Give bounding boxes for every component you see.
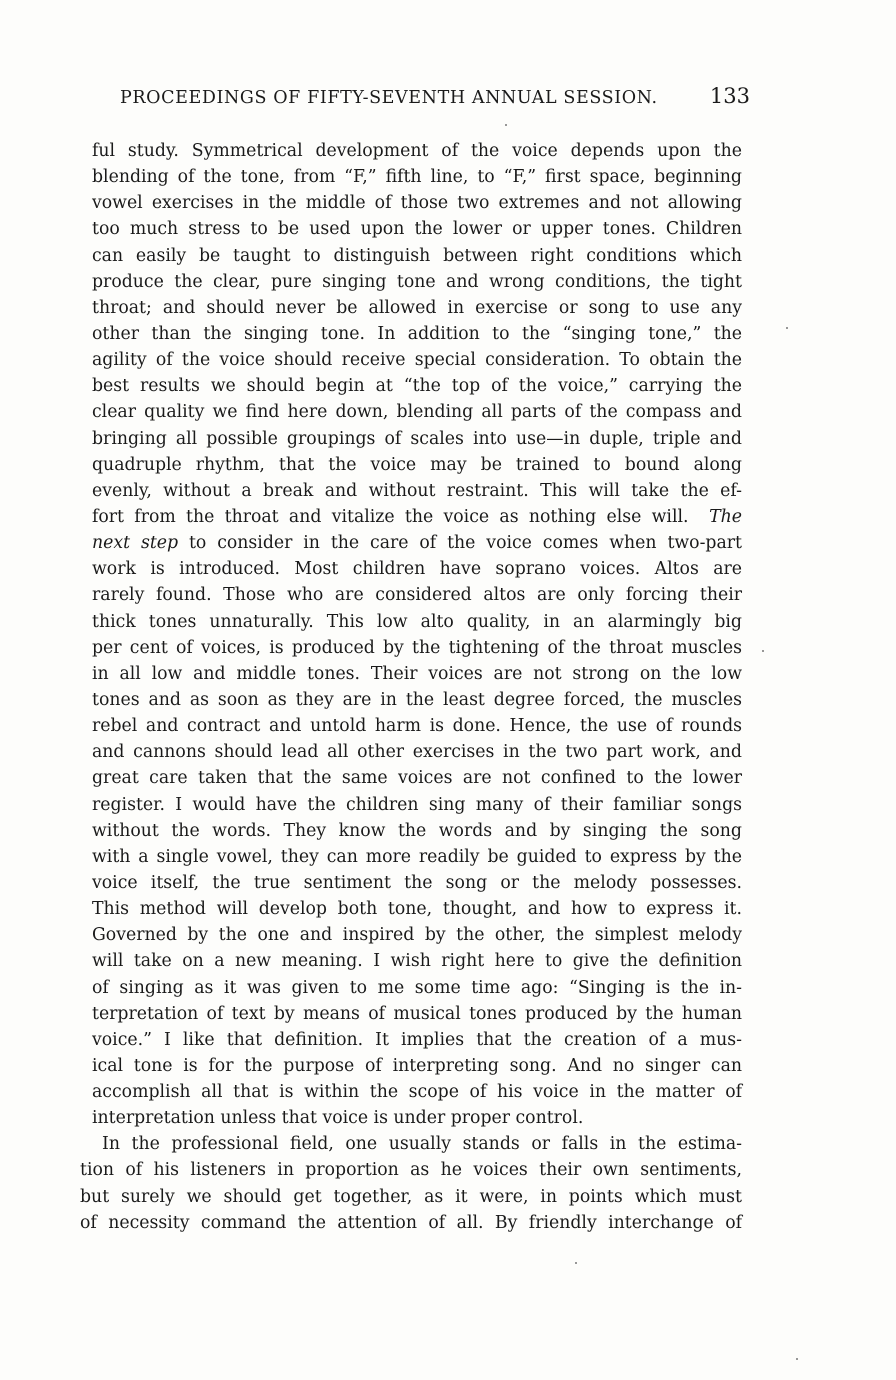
scan-speck: [762, 650, 764, 652]
body-text: [80, 138, 742, 1236]
text-line: [80, 504, 742, 530]
text-line: voice itself, the true sentiment the song or the melody possesses.: [92, 872, 742, 893]
text-line: of necessity command the attention of all. By friendly interchange of: [80, 1212, 742, 1233]
text-line: bringing all possible groupings of scales into use—in duple, triple and: [92, 428, 742, 449]
text-line: without the words. They know the words and by singing the song: [92, 820, 742, 841]
text-line: can easily be taught to distinguish between right conditions which: [92, 245, 742, 266]
text-line: produce the clear, pure singing tone and wrong conditions, the tight: [92, 271, 742, 292]
scan-speck: [575, 1262, 577, 1264]
text-line: terpretation of text by means of musical tones produced by the human: [92, 1003, 742, 1024]
text-line: tion of his listeners in proportion as he voices their own sentiments,: [80, 1160, 742, 1181]
text-line: [80, 530, 742, 556]
text-line: rebel and contract and untold harm is done. Hence, the use of rounds: [92, 716, 742, 737]
text-line: agility of the voice should receive special consideration. To obtain the: [92, 350, 742, 371]
text-line: register. I would have the children sing many of their familiar songs: [92, 794, 742, 815]
text-line: of singing as it was given to me some time ago: “Singing is the in-: [92, 977, 742, 998]
scan-speck: [505, 124, 507, 126]
text-line: thick tones unnaturally. This low alto quality, in an alarmingly big: [92, 611, 742, 632]
text-line: with a single vowel, they can more readily be guided to express by the: [92, 846, 742, 867]
page-number: 133: [709, 84, 750, 108]
text-line: tones and as soon as they are in the least degree forced, the muscles: [92, 689, 742, 710]
text-line: will take on a new meaning. I wish right here to give the definition: [92, 951, 742, 972]
page-header: [120, 84, 750, 116]
text-run: to consider in the care of the voice comes when two-part: [188, 533, 742, 554]
text-line: work is introduced. Most children have soprano voices. Altos are: [92, 559, 742, 580]
text-line: In the professional field, one usually stands or falls in the estima-: [102, 1134, 742, 1155]
text-line: per cent of voices, is produced by the tightening of the throat muscles: [92, 637, 742, 658]
scan-speck: [786, 327, 788, 329]
text-line: Governed by the one and inspired by the other, the simplest melody: [92, 925, 742, 946]
text-line: interpretation unless that voice is under proper control.: [92, 1108, 584, 1129]
running-head: PROCEEDINGS OF FIFTY-SEVENTH ANNUAL SESSION.: [120, 88, 658, 108]
text-line: This method will develop both tone, thought, and how to express it.: [92, 899, 742, 920]
text-line: evenly, without a break and without restraint. This will take the ef-: [92, 480, 742, 501]
text-line: best results we should begin at “the top of the voice,” carrying the: [92, 376, 742, 397]
text-line: clear quality we find here down, blending all parts of the compass and: [92, 402, 742, 423]
text-line: throat; and should never be allowed in exercise or song to use any: [92, 297, 742, 318]
text-line: other than the singing tone. In addition to the “singing tone,” the: [92, 323, 742, 344]
italic-run: The: [709, 506, 742, 527]
text-line: blending of the tone, from “F,” fifth line, to “F,” first space, beginning: [92, 167, 742, 188]
text-line: in all low and middle tones. Their voices are not strong on the low: [92, 663, 742, 684]
text-line: and cannons should lead all other exercises in the two part work, and: [92, 742, 742, 763]
text-line: but surely we should get together, as it were, in points which must: [80, 1186, 742, 1207]
text-line: great care taken that the same voices are not confined to the lower: [92, 768, 742, 789]
text-line: accomplish all that is within the scope of his voice in the matter of: [92, 1082, 742, 1103]
text-line: ful study. Symmetrical development of the voice depends upon the: [92, 141, 742, 161]
text-line: quadruple rhythm, that the voice may be trained to bound along: [92, 454, 742, 475]
text-run: fort from the throat and vitalize the voice as nothing else will.: [92, 506, 689, 527]
text-line: vowel exercises in the middle of those two extremes and not allowing: [92, 193, 742, 214]
text-line: too much stress to be used upon the lower or upper tones. Children: [92, 219, 742, 240]
scan-speck: [796, 1358, 798, 1360]
text-line: ical tone is for the purpose of interpreting song. And no singer can: [92, 1055, 742, 1076]
italic-run: next step: [92, 533, 179, 554]
text-line: rarely found. Those who are considered altos are only forcing their: [92, 585, 742, 606]
text-line: voice.” I like that definition. It implies that the creation of a mus-: [92, 1029, 742, 1050]
